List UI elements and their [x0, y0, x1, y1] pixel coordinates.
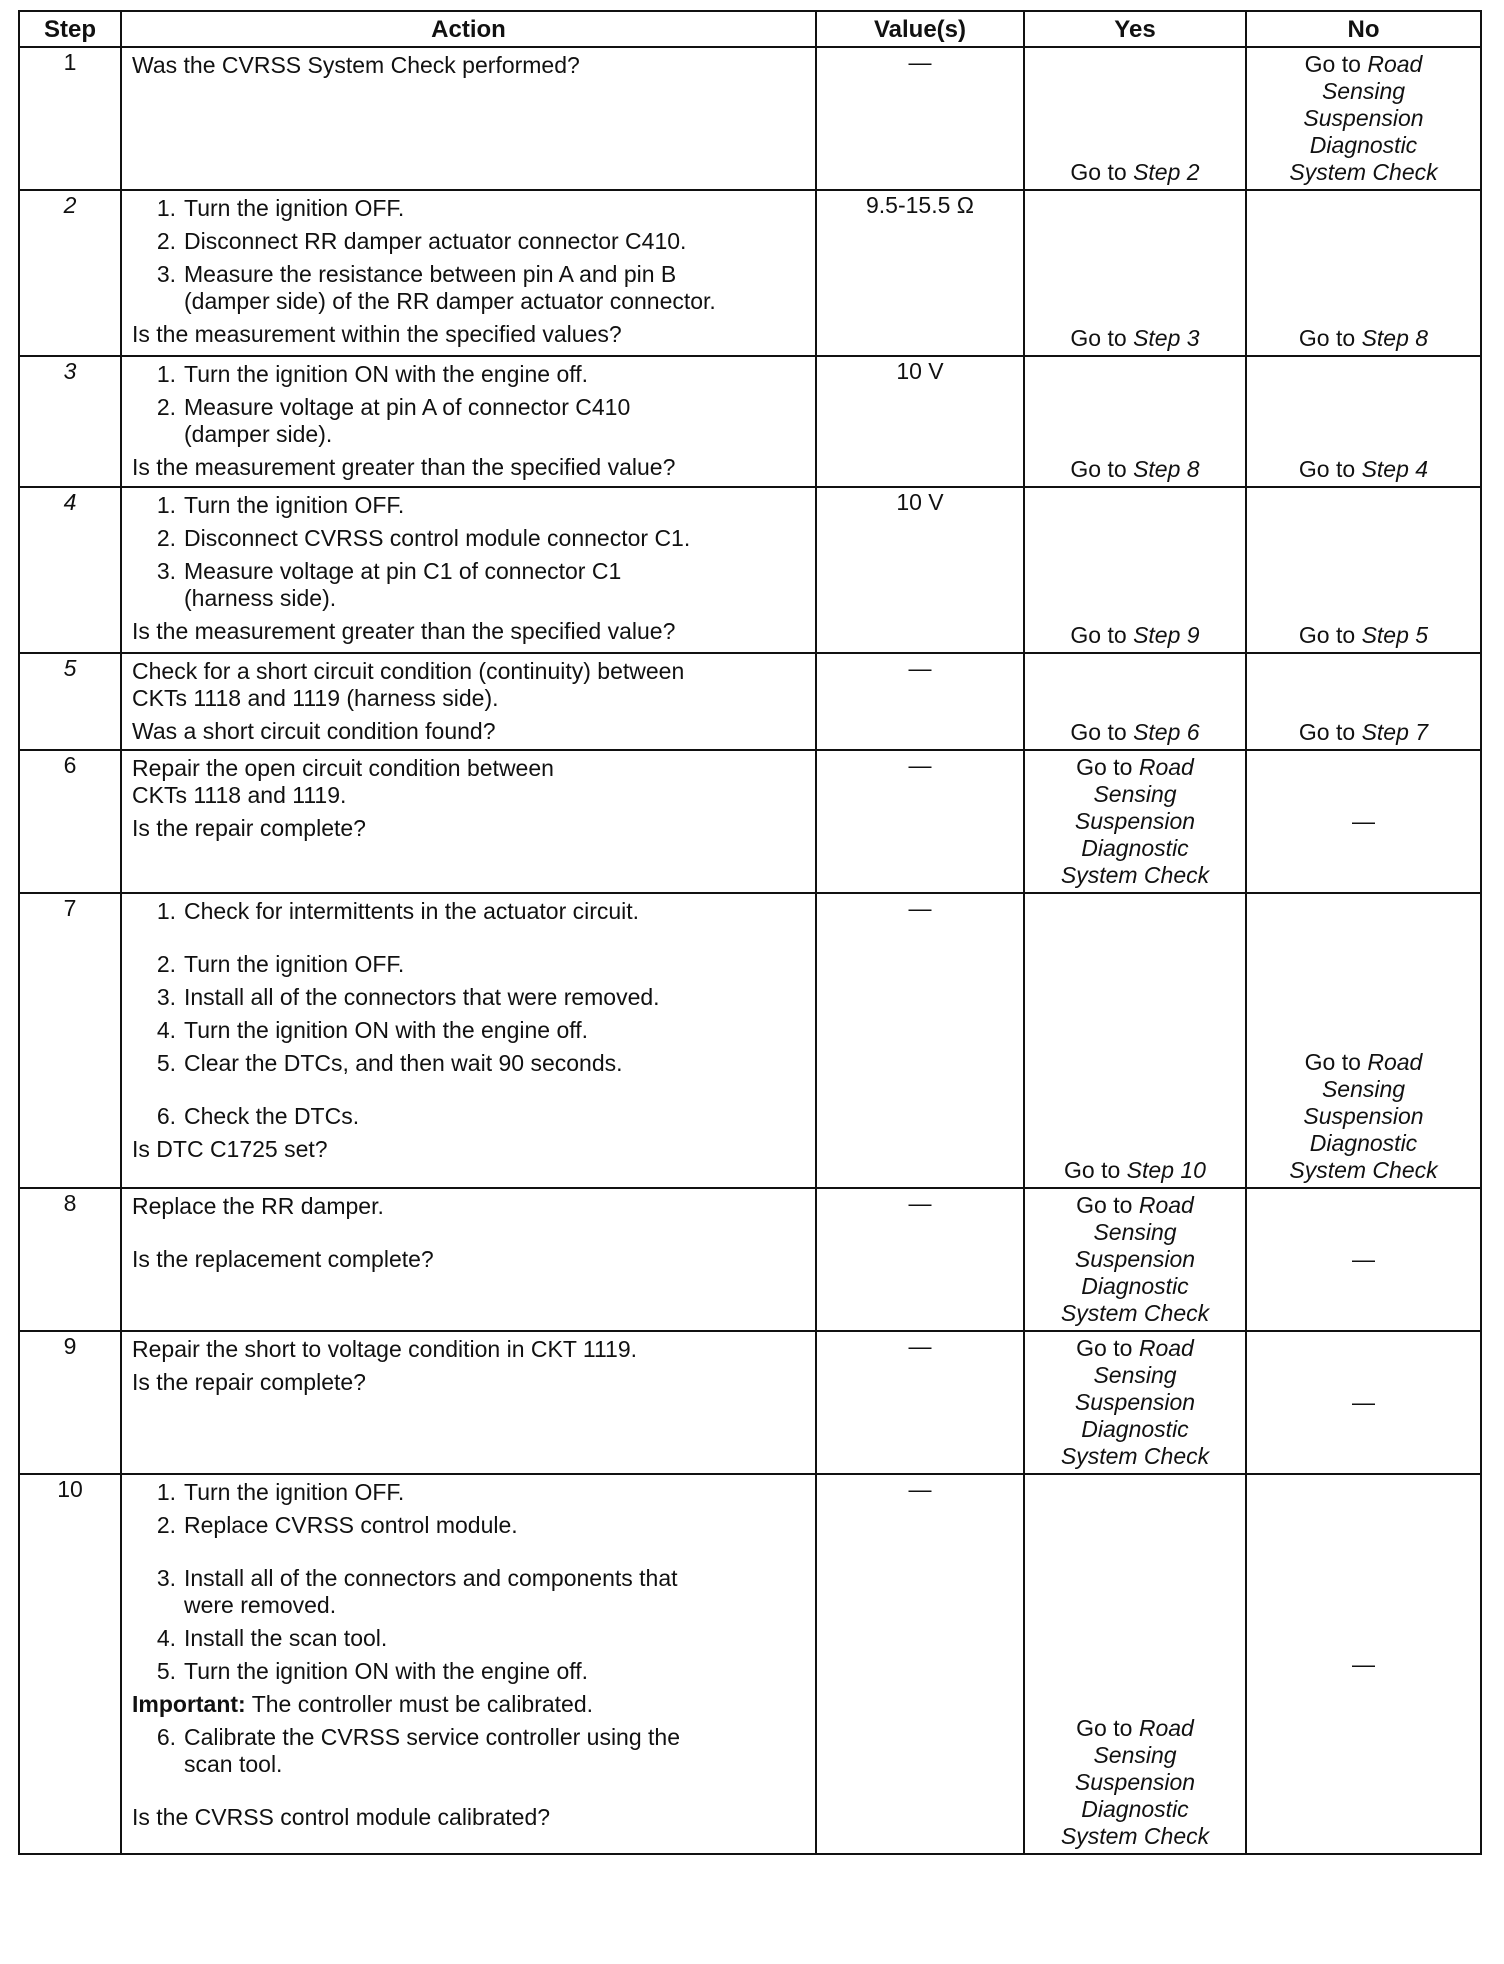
yes-cell: Go to Step 10 — [1024, 893, 1246, 1188]
step-number: 6 — [19, 750, 121, 893]
action-question: Is the repair complete? — [132, 1369, 366, 1395]
value-cell: — — [816, 653, 1024, 750]
step-number: 10 — [19, 1474, 121, 1854]
table-row — [19, 487, 1481, 653]
no-cell: Go to Step 4 — [1246, 356, 1481, 487]
yes-cell: Go to Step 3 — [1024, 190, 1246, 356]
value-cell: — — [816, 1331, 1024, 1474]
action-question: Is the repair complete? — [132, 815, 366, 841]
value-cell: — — [816, 1474, 1024, 1854]
no-cell: — — [1246, 1331, 1481, 1474]
table-row — [19, 47, 1481, 190]
action-cell: Repair the open circuit condition between CKTs 1118 and 1119. Is the repair complete? — [121, 750, 816, 893]
action-question: Is DTC C1725 set? — [132, 1136, 328, 1162]
value-cell: 10 V — [816, 356, 1024, 487]
yes-cell: Go to Road Sensing Suspension Diagnostic System Check — [1024, 750, 1246, 893]
action-cell: Repair the short to voltage condition in CKT 1119. Is the repair complete? — [121, 1331, 816, 1474]
action-cell — [121, 47, 816, 190]
step-number: 7 — [19, 893, 121, 1188]
diagnostic-table — [18, 10, 1482, 1855]
no-cell: — — [1246, 750, 1481, 893]
value-cell: — — [816, 750, 1024, 893]
value-cell: — — [816, 47, 1024, 190]
step-number: 8 — [19, 1188, 121, 1331]
action-question: Is the measurement within the specified values? — [132, 321, 622, 347]
header-action: Action — [121, 11, 816, 47]
step-number: 5 — [19, 653, 121, 750]
header-no: No — [1246, 11, 1481, 47]
yes-cell: Go to Road Sensing Suspension Diagnostic System Check — [1024, 1474, 1246, 1854]
action-cell: 1. Turn the ignition OFF. 2. Disconnect RR damper actuator connector C410. 3. Measure the resistance between pin A and pin B (damper side) of the RR damper actuator connector. Is the measurement within the specified values? — [121, 190, 816, 356]
yes-cell: Go to Step 9 — [1024, 487, 1246, 653]
action-question: Is the CVRSS control module calibrated? — [132, 1804, 551, 1830]
yes-cell: Go to Road Sensing Suspension Diagnostic System Check — [1024, 1188, 1246, 1331]
no-cell: Go to Step 5 — [1246, 487, 1481, 653]
header-row — [19, 11, 1481, 47]
action-question: Is the measurement greater than the specified value? — [132, 618, 676, 644]
yes-cell: Go to Step 8 — [1024, 356, 1246, 487]
value-cell: — — [816, 1188, 1024, 1331]
table-row — [19, 653, 1481, 750]
no-cell: Go to Step 7 — [1246, 653, 1481, 750]
yes-cell: Go to Road Sensing Suspension Diagnostic System Check — [1024, 1331, 1246, 1474]
important-note: Important: The controller must be calibrated. — [132, 1691, 594, 1717]
value-cell: — — [816, 893, 1024, 1188]
table-row — [19, 190, 1481, 356]
table-row — [19, 356, 1481, 487]
header-values: Value(s) — [816, 11, 1024, 47]
yes-cell: Go to Step 6 — [1024, 653, 1246, 750]
no-cell: Go to Road Sensing Suspension Diagnostic System Check — [1246, 893, 1481, 1188]
action-question: Was a short circuit condition found? — [132, 718, 496, 744]
no-cell: Go to Step 8 — [1246, 190, 1481, 356]
yes-cell: Go to Step 2 — [1024, 47, 1246, 190]
table-row — [19, 1188, 1481, 1331]
value-cell: 9.5-15.5 Ω — [816, 190, 1024, 356]
step-number: 2 — [19, 190, 121, 356]
action-cell: 1. Turn the ignition OFF. 2. Disconnect CVRSS control module connector C1. 3. Measure voltage at pin C1 of connector C1 (harness side). Is the measurement greater than the specified value? — [121, 487, 816, 653]
action-question: Is the measurement greater than the specified value? — [132, 454, 676, 480]
table-row — [19, 750, 1481, 893]
action-cell: 1. Turn the ignition ON with the engine off. 2. Measure voltage at pin A of connector C410 (damper side). Is the measurement greater than the specified value? — [121, 356, 816, 487]
action-question: Was the CVRSS System Check performed? — [132, 52, 580, 78]
action-question: Is the replacement complete? — [132, 1246, 434, 1272]
table-row — [19, 893, 1481, 1188]
action-cell: 1. Check for intermittents in the actuator circuit. 2. Turn the ignition OFF. 3. Install all of the connectors that were removed. 4. Turn the ignition ON with the engine off. 5. Clear the DTCs, and then wait 90 seconds. 6. Check the DTCs. Is DTC C1725 set? — [121, 893, 816, 1188]
no-cell: — — [1246, 1474, 1481, 1854]
action-cell: 1. Turn the ignition OFF. 2. Replace CVRSS control module. 3. Install all of the connectors and components that were removed. 4. Install the scan tool. 5. Turn the ignition ON with the engine off. Important: The controller must be calibrated. 6. Calibrate the CVRSS service controller using the scan tool. Is the CVRSS control module calibrated? — [121, 1474, 816, 1854]
step-number: 9 — [19, 1331, 121, 1474]
table-row — [19, 1474, 1481, 1854]
action-cell: Check for a short circuit condition (continuity) between CKTs 1118 and 1119 (harness side). Was a short circuit condition found? — [121, 653, 816, 750]
step-number: 1 — [19, 47, 121, 190]
value-cell: 10 V — [816, 487, 1024, 653]
action-cell: Replace the RR damper. Is the replacement complete? — [121, 1188, 816, 1331]
table-row — [19, 1331, 1481, 1474]
step-number: 4 — [19, 487, 121, 653]
header-yes: Yes — [1024, 11, 1246, 47]
no-cell: — — [1246, 1188, 1481, 1331]
header-step: Step — [19, 11, 121, 47]
no-cell: Go to Road Sensing Suspension Diagnostic System Check — [1246, 47, 1481, 190]
step-number: 3 — [19, 356, 121, 487]
